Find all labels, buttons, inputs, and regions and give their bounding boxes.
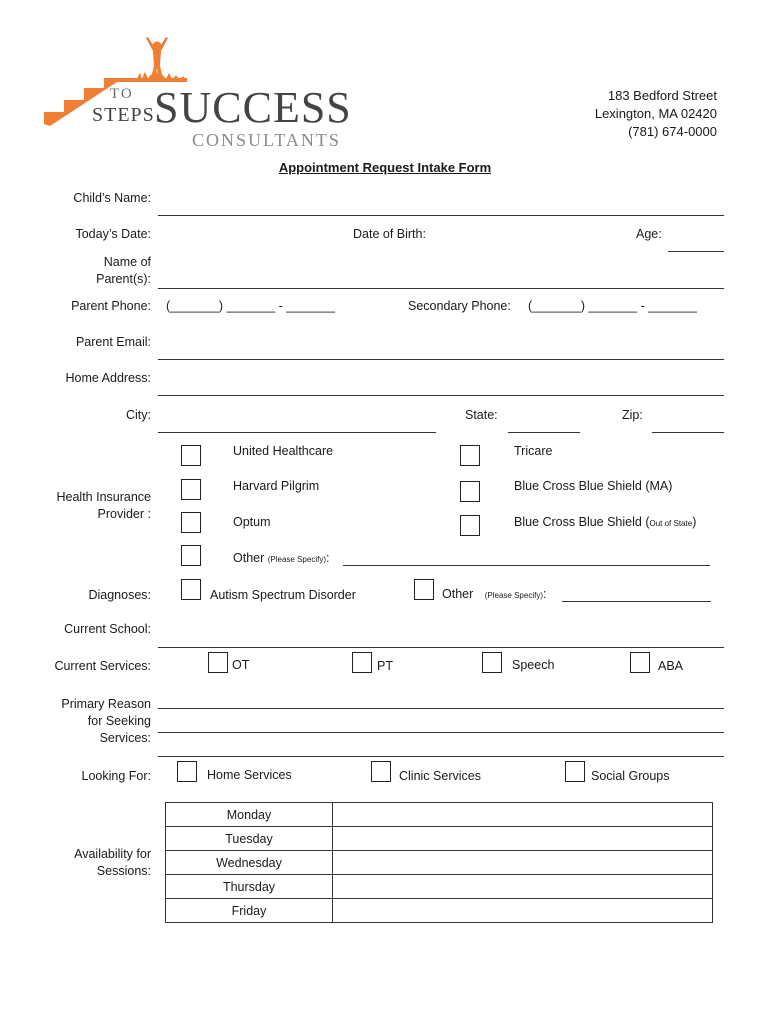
availability-thursday-field[interactable] bbox=[333, 875, 713, 899]
availability-monday-field[interactable] bbox=[333, 803, 713, 827]
looking-social-checkbox[interactable] bbox=[565, 761, 585, 782]
zip-label: Zip: bbox=[622, 408, 643, 422]
table-row bbox=[166, 875, 713, 899]
health-insurance-label-1: Health Insurance bbox=[56, 490, 151, 504]
insurance-bcbs-ma-label: Blue Cross Blue Shield (MA) bbox=[514, 479, 673, 493]
availability-label-2: Sessions: bbox=[96, 864, 151, 878]
insurance-harvard-label: Harvard Pilgrim bbox=[233, 479, 320, 493]
secondary-phone-label: Secondary Phone: bbox=[408, 299, 511, 313]
logo-text-consultants: CONSULTANTS bbox=[192, 130, 341, 150]
age-field[interactable] bbox=[668, 251, 724, 252]
diagnosis-other-field[interactable] bbox=[562, 601, 711, 602]
logo-text-steps: STEPS bbox=[92, 104, 155, 126]
city-label: City: bbox=[126, 408, 151, 422]
insurance-tricare-checkbox[interactable] bbox=[460, 445, 480, 466]
service-aba-checkbox[interactable] bbox=[630, 652, 650, 673]
insurance-please-specify: (Please Specify) bbox=[267, 555, 326, 564]
zip-field[interactable] bbox=[652, 432, 724, 433]
day-thursday: Thursday bbox=[166, 875, 333, 899]
table-row bbox=[166, 851, 713, 875]
availability-wednesday-field[interactable] bbox=[333, 851, 713, 875]
insurance-united-checkbox[interactable] bbox=[181, 445, 201, 466]
service-ot-label: OT bbox=[232, 658, 250, 672]
health-insurance-label bbox=[56, 489, 151, 523]
insurance-united-label: United Healthcare bbox=[233, 444, 334, 458]
insurance-harvard-checkbox[interactable] bbox=[181, 479, 201, 500]
day-friday: Friday bbox=[166, 899, 333, 923]
insurance-bcbs-oos-checkbox[interactable] bbox=[460, 515, 480, 536]
primary-reason-field-3[interactable] bbox=[158, 756, 724, 757]
home-address-label: Home Address: bbox=[65, 371, 151, 385]
address-phone: (781) 674-0000 bbox=[628, 124, 717, 139]
insurance-other-checkbox[interactable] bbox=[181, 545, 201, 566]
bcbs-oos-end: ) bbox=[692, 515, 697, 529]
availability-friday-field[interactable] bbox=[333, 899, 713, 923]
diagnosis-asd-checkbox[interactable] bbox=[181, 579, 201, 600]
looking-home-label: Home Services bbox=[207, 768, 292, 782]
table-row bbox=[166, 803, 713, 827]
diagnosis-other-checkbox[interactable] bbox=[414, 579, 434, 600]
home-address-field[interactable] bbox=[158, 395, 724, 396]
insurance-optum-label: Optum bbox=[233, 515, 271, 529]
service-ot-checkbox[interactable] bbox=[208, 652, 228, 673]
primary-reason-field-2[interactable] bbox=[158, 732, 724, 733]
primary-reason-label bbox=[61, 696, 151, 747]
service-aba-label: ABA bbox=[658, 659, 684, 673]
looking-for-label: Looking For: bbox=[81, 769, 151, 783]
secondary-phone-field[interactable]: (_______) _______ - _______ bbox=[528, 299, 697, 313]
health-insurance-label-2: Provider : bbox=[97, 507, 151, 521]
service-pt-label: PT bbox=[377, 659, 393, 673]
availability-tuesday-field[interactable] bbox=[333, 827, 713, 851]
form-title-text: Appointment Request Intake Form bbox=[278, 160, 492, 175]
parent-email-label: Parent Email: bbox=[75, 335, 151, 349]
day-wednesday: Wednesday bbox=[166, 851, 333, 875]
state-label: State: bbox=[465, 408, 498, 422]
current-school-label: Current School: bbox=[64, 622, 151, 636]
address-city: Lexington, MA 02420 bbox=[594, 106, 717, 121]
availability-label bbox=[74, 846, 151, 880]
name-of-parents-label bbox=[96, 254, 151, 288]
service-speech-label: Speech bbox=[512, 658, 555, 672]
looking-clinic-checkbox[interactable] bbox=[371, 761, 391, 782]
looking-clinic-label: Clinic Services bbox=[399, 769, 481, 783]
insurance-tricare-label: Tricare bbox=[514, 444, 553, 458]
insurance-other-field[interactable] bbox=[343, 565, 710, 566]
diagnosis-asd-label: Autism Spectrum Disorder bbox=[210, 588, 356, 602]
day-tuesday: Tuesday bbox=[166, 827, 333, 851]
bcbs-oos-main: Blue Cross Blue Shield ( bbox=[514, 515, 650, 529]
service-speech-checkbox[interactable] bbox=[482, 652, 502, 673]
availability-table bbox=[165, 802, 713, 923]
todays-date-label: Today’s Date: bbox=[75, 227, 151, 241]
diagnoses-label: Diagnoses: bbox=[88, 588, 151, 602]
table-row bbox=[166, 899, 713, 923]
primary-reason-field-1[interactable] bbox=[158, 708, 724, 709]
parent-phone-label: Parent Phone: bbox=[71, 299, 151, 313]
insurance-other-colon: : bbox=[326, 551, 330, 565]
diagnosis-other-text: Other bbox=[442, 587, 474, 601]
company-address bbox=[595, 87, 717, 141]
primary-reason-label-1: Primary Reason bbox=[61, 697, 151, 711]
logo-text-success: SUCCESS bbox=[154, 83, 352, 132]
childs-name-label: Child’s Name: bbox=[73, 191, 151, 205]
service-pt-checkbox[interactable] bbox=[352, 652, 372, 673]
parent-email-field[interactable] bbox=[158, 359, 724, 360]
table-row bbox=[166, 827, 713, 851]
childs-name-field[interactable] bbox=[158, 215, 724, 216]
day-monday: Monday bbox=[166, 803, 333, 827]
logo bbox=[42, 36, 352, 154]
availability-label-1: Availability for bbox=[74, 847, 151, 861]
form-title bbox=[0, 160, 770, 175]
age-label: Age: bbox=[636, 227, 662, 241]
diagnosis-other-label bbox=[442, 587, 546, 601]
address-street: 183 Bedford Street bbox=[607, 88, 717, 103]
looking-social-label: Social Groups bbox=[591, 769, 670, 783]
parent-phone-field[interactable]: (_______) _______ - _______ bbox=[166, 299, 335, 313]
looking-home-checkbox[interactable] bbox=[177, 761, 197, 782]
logo-text-to: TO bbox=[110, 86, 134, 102]
current-services-label: Current Services: bbox=[54, 659, 151, 673]
date-of-birth-label: Date of Birth: bbox=[353, 227, 426, 241]
state-field[interactable] bbox=[508, 432, 580, 433]
insurance-other-text: Other bbox=[233, 551, 265, 565]
insurance-bcbs-oos-label bbox=[514, 515, 696, 529]
insurance-other-label bbox=[233, 551, 329, 565]
city-field[interactable] bbox=[158, 432, 436, 433]
diagnosis-other-colon: : bbox=[543, 587, 547, 601]
bcbs-oos-small: Out of State bbox=[649, 519, 693, 528]
name-of-parents-label-1: Name of bbox=[103, 255, 151, 269]
primary-reason-label-2: for Seeking bbox=[87, 714, 151, 728]
insurance-bcbs-ma-checkbox[interactable] bbox=[460, 481, 480, 502]
name-of-parents-label-2: Parent(s): bbox=[96, 272, 151, 286]
parents-name-field[interactable] bbox=[158, 288, 724, 289]
diagnosis-please-specify: (Please Specify) bbox=[484, 591, 543, 600]
insurance-optum-checkbox[interactable] bbox=[181, 512, 201, 533]
primary-reason-label-3: Services: bbox=[99, 731, 151, 745]
current-school-field[interactable] bbox=[158, 647, 724, 648]
